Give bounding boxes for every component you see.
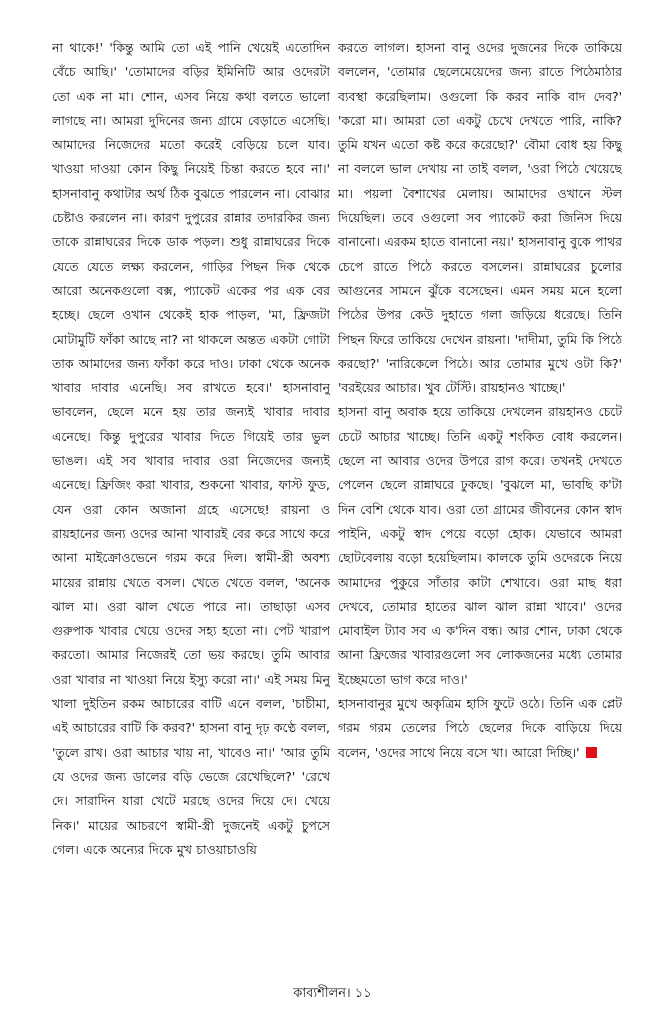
right-paragraph-final (338, 692, 622, 765)
left-paragraph: না থাকে!' 'কিন্তু আমি তো এই পানি খেয়েই এতোদিন বেঁচে আছি।' 'তোমাদের বড়ির ইমিনিটি আর ওদেরটা তো এক না মা। শোন, এসব নিয়ে কথা বলতে ভালো লাগছে না। আমরা দুদিনের জন্য গ্রামে বেড়াতে এসেছি। আমাদের নিজেদের মতো করেই বেড়িয়ে চলে যাব। খাওয়া দাওয়া কোন কিছু নিয়েই চিন্তা করতে হবে না।' হাসনাবানু কথাটার অর্থ ঠিক বুঝতে পারলেন না। বোঝার চেষ্টাও করলেন না। কারণ দুপুরের রান্নার তদারকির জন্য তাকে রান্নাঘরের দিকে ডাক পড়ল। শুধু রান্নাঘরের দিকে যেতে যেতে লক্ষ্য করলেন, গাড়ির পিছন দিক থেকে আরো অনেকগুলো বক্স, প্যাকেট একের পর এক বের হচ্ছে। ছেলে ওখান থেকেই হাক পাড়ল, 'মা, ফ্রিজটা মোটামুটি ফাঁকা আছে না? না থাকলে অন্তত একটা গোটা তাক আমাদের জন্য ফাঁকা করে দাও। ঢাকা থেকে অনেক খাবার দাবার এনেছি। সব রাখতে হবে।' হাসনাবানু ভাবলেন, ছেলে মনে হয় তার জন্যই খাবার দাবার এনেছে। কিন্তু দুপুরের খাবার দিতে গিয়েই তার ভুল ভাঙল। এই সব খাবার দাবার ওরা নিজেদের জন্যই এনেছে। ফ্রিজিং করা খাবার, শুকনো খাবার, ফাস্ট ফুড, যেন ওরা কোন অজানা গ্রহে এসেছে! রায়না ও রায়হানের জন্য ওদের আনা খাবারই বের করে সাথে করে আনা মাইক্রোওভেনে গরম করে দিল। স্বামী-স্ত্রী অবশ্য মায়ের রান্নায় খেতে বসল। খেতে খেতে বলল, 'অনেক ঝাল মা। ওরা ঝাল খেতে পারে না। তাছাড়া এসব গুরুপাক খাবার খেয়ে ওদের সহ্য হতো না। পেট খারাপ করতো। আমার নিজেরই তো ভয় করছে। তুমি আবার ওরা খাবার না খাওয়া নিয়ে ইস্যু করো না।' এই সময় মিনু খালা দুইতিন রকম আচারের বাটি এনে বলল, 'চাচীমা, এই আচারের বাটি কি করব?' হাসনা বানু দৃঢ় কণ্ঠে বলল, 'তুলে রাখ। ওরা আচার খায় না, খাবেও না।' 'আর তুমি যে ওদের জন্য ডালের বড়ি ভেজে রেখেছিলে?' 'রেখে দে। সারাদিন যারা খেটে মরছে ওদের দিয়ে দে। খেয়ে নিক।' মায়ের আচরণে স্বামী-স্ত্রী দুজনেই একটু চুপসে গেল। একে অন্যের দিকে মুখ চাওয়াচাওয়ি (52, 40, 330, 857)
right-text-column (338, 36, 622, 816)
story-end-mark (586, 747, 597, 758)
page-footer: কাব্যশীলন। ১১ (293, 986, 372, 1001)
right-paragraph: হাসনা বানু অবাক হয়ে তাকিয়ে দেখলেন রায়হানও চেটে চেটে আচার খাচ্ছে। তিনি একটু শংকিত বোধ করলেন। ছেলে না আবার ওদের উপরে রাগ করে। তখনই দেখতে পেলেন ছেলে রান্নাঘরে ঢুকছে। 'বুঝলে মা, ভাবছি ক'টা দিন বেশি থেকে যাব। ওরা তো গ্রামের জীবনের কোন স্বাদ পাইনি, একটু স্বাদ পেয়ে বড়ো হোক। যেভাবে আমরা ছোটবেলায় বড়ো হয়েছিলাম। কালকে তুমি ওদেরকে নিয়ে আমাদের পুকুরে সাঁতার কাটা শেখাবে। ওরা মাছ ধরা দেখবে, তোমার হাতের ঝাল ঝাল রান্না খাবে।' ওদের মোবাইল ট্যাব সব এ ক'দিন বন্ধ। আর শোন, ঢাকা থেকে আনা ফ্রিজের খাবারগুলো সব লোকজনের মধ্যে তোমার ইচ্ছেমতো ভাগ করে দাও।' (338, 404, 622, 687)
left-text-column (52, 36, 330, 956)
right-paragraph: করতে লাগল। হাসনা বানু ওদের দুজনের দিকে তাকিয়ে বললেন, 'তোমার ছেলেমেয়েদের জন্য রাতে পিঠেমাঠার ব্যবস্থা করেছিলাম। ওগুলো কি করব নাকি বাদ দেব?' 'করো মা। আমরা তো একটু চেখে দেখতে পারি, নাকি? তুমি যখন এতো কষ্ট করে করেছো?' বৌমা বোধ হয় কিছু না বললে ভাল দেখায় না তাই বলল, 'ওরা পিঠে খেয়েছে মা। পয়লা বৈশাখের মেলায়। আমাদের ওখানে স্টল দিয়েছিল। তবে ওগুলো সব প্যাকেট করা জিনিস দিয়ে বানানো। এরকম হাতে বানানো নয়।' হাসনাবানু বুকে পাথর চেপে রাতে পিঠে করতে বসলেন। রান্নাঘরের চুলোর আগুনের সামনে ঝুঁকে বসেছেন। এমন সময় মনে হলো পিঠের উপর কেউ দুহাতে গলা জড়িয়ে ধরেছে। তিনি পিছন ফিরে তাকিয়ে দেখেন রায়না। 'দাদীমা, তুমি কি পিঠে করছো?' 'নারিকেলে পিঠে। আর তোমার মুখে ওটা কি?' 'বরইয়ের আচার। খুব টেস্টি। রায়হানও খাচ্ছে।' (338, 40, 622, 396)
final-paragraph-text: হাসনাবানুর মুখে অকৃত্রিম হাসি ফুটে ওঠে। তিনি এক প্লেট গরম গরম তেলের পিঠে ছেলের দিকে বাড়িয়ে দিয়ে বলেন, 'ওদের সাথে নিয়ে বসে খা। আরো দিচ্ছি।' (338, 696, 622, 760)
